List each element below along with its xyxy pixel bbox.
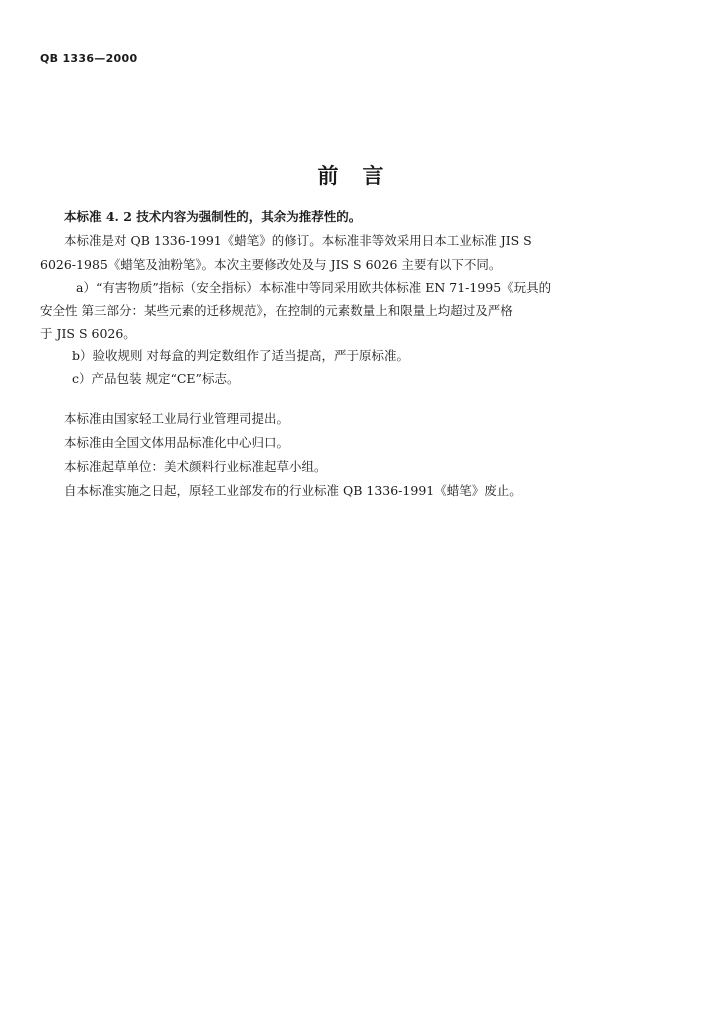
item-a-line-2: 安全性 第三部分：某些元素的迁移规范》，在控制的元素数量上和限量上均超过及严格: [40, 303, 513, 318]
item-a-line-1: a）“有害物质”指标（安全指标）本标准中等同采用欧共体标准 EN 71-1995《玩具的: [76, 280, 552, 295]
paragraph-drafting-unit: 本标准起草单位：美术颜料行业标准起草小组。: [64, 459, 327, 474]
item-a-line-3: 于 JIS S 6026。: [40, 326, 136, 341]
item-c: c）产品包装 规定“CE”标志。: [72, 371, 240, 386]
paragraph-revision-line-2: 6026-1985《蜡笔及油粉笔》。本次主要修改处及与 JIS S 6026 主要有以下不同。: [40, 257, 502, 272]
standard-code: QB 1336—2000: [40, 52, 138, 65]
paragraph-proposer: 本标准由国家轻工业局行业管理司提出。: [64, 411, 290, 426]
paragraph-mandatory-note: 本标准 4. 2 技术内容为强制性的，其余为推荐性的。: [64, 209, 362, 224]
paragraph-centralized: 本标准由全国文体用品标准化中心归口。: [64, 435, 290, 450]
title-part-1: 前: [317, 164, 339, 188]
paragraph-abolish: 自本标准实施之日起，原轻工业部发布的行业标准 QB 1336-1991《蜡笔》废止。: [64, 483, 522, 498]
item-b: b）验收规则 对每盒的判定数组作了适当提高，严于原标准。: [72, 348, 409, 363]
page-title: [0, 160, 701, 190]
title-part-2: 言: [362, 164, 384, 188]
paragraph-revision-line-1: 本标准是对 QB 1336-1991《蜡笔》的修订。本标准非等效采用日本工业标准 JIS S: [64, 233, 532, 248]
